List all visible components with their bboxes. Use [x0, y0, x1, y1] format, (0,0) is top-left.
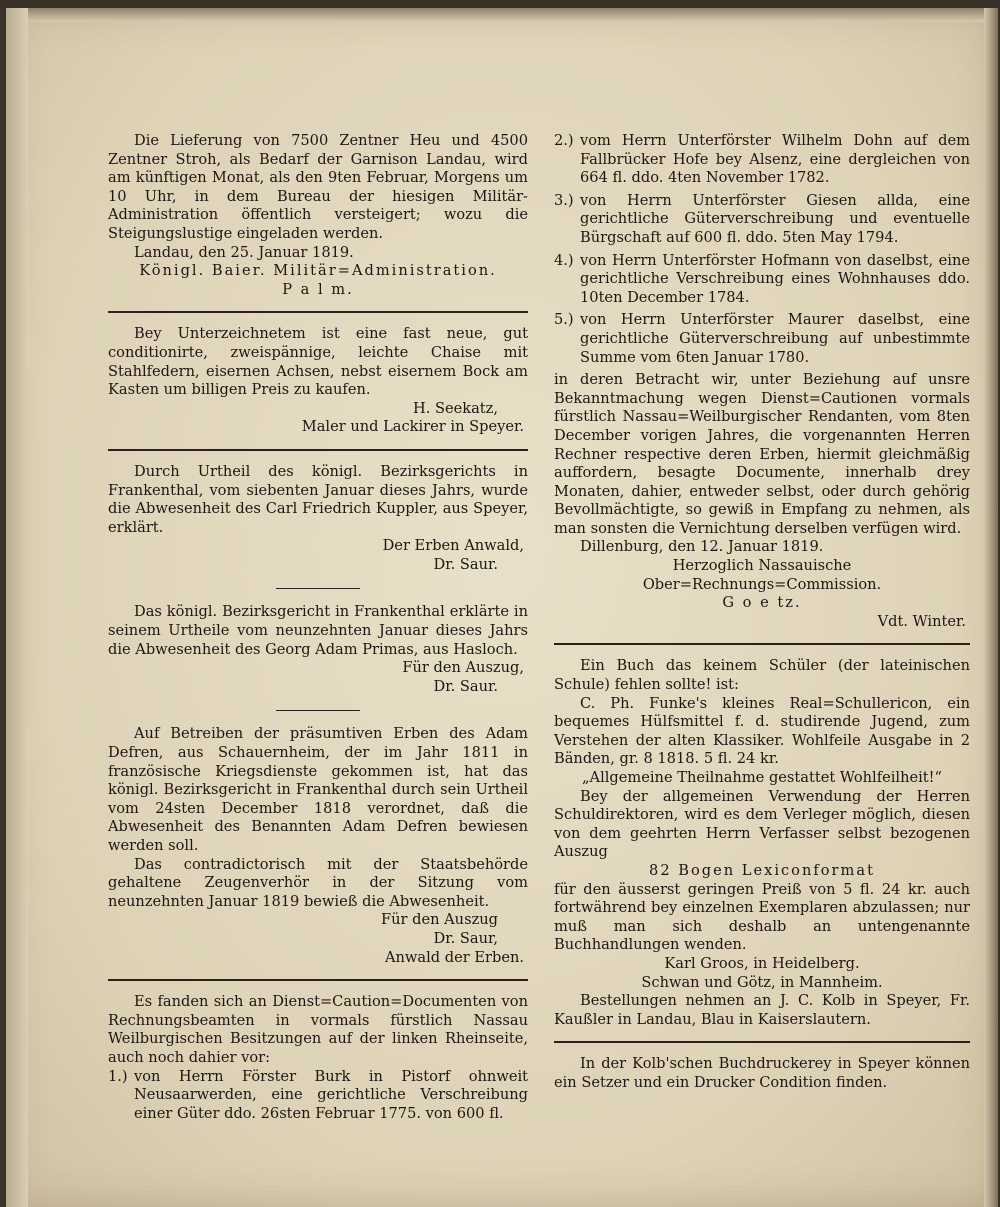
notice-signer-role: Anwald der Erben. [384, 948, 524, 966]
advert-text: Bey der allgemeinen Verwendung der Herren Schuldirektoren, wird es dem Verleger möglich, diesen von dem geehrten Herrn Verfasser selbst bezogenen Auszug [554, 787, 970, 861]
notice-text: Die Lieferung von 7500 Zentner Heu und 4500 Zentner Stroh, als Bedarf der Garnison Landau, wird am künftigen Monat, als den 9ten Februar, Morgens um 10 Uhr, in dem Bureau der hiesigen Militär-Administration öffentlich versteigert; wozu die Steigungslustige eingeladen werden. [108, 132, 528, 242]
notice-kuppler-absence [108, 463, 528, 575]
list-item-number: 4.) [554, 251, 574, 269]
left-column [108, 132, 528, 1127]
notice-text: Durch Urtheil des königl. Bezirksgerichts in Frankenthal, vom siebenten Januar dieses Jahrs, wurde die Abwesenheit des Carl Friedrich Kuppler, aus Speyer, erklärt. [108, 462, 528, 536]
notice-hay-auction [108, 132, 528, 299]
notice-job-offer: In der Kolb'schen Buchdruckerey in Speyer können ein Setzer und ein Drucker Condition finden. [554, 1055, 970, 1091]
advert-orders: Bestellungen nehmen an J. C. Kolb in Speyer, Fr. Kaußler in Landau, Blau in Kaiserslautern. [554, 992, 970, 1028]
notice-date: Landau, den 25. Januar 1819. [134, 243, 354, 261]
notice-signer: Der Erben Anwald, [382, 537, 524, 555]
list-item-number: 3.) [554, 191, 574, 209]
page-top-edge [6, 8, 998, 22]
advert-format: 82 Bogen Lexiconformat [649, 861, 875, 879]
advert-text-continued: für den äusserst geringen Preiß von 5 fl. 24 kr. auch fortwährend bey einzelnen Exemplaren abzulassen; nur muß man sich deshalb an untengenannte Buchhandlungen wenden. [554, 880, 970, 954]
right-column [554, 132, 970, 1093]
list-item [554, 311, 970, 367]
notice-intro: Es fanden sich an Dienst=Caution=Documenten von Rechnungsbeamten in vormals fürstlich Nassau Weilburgischen Besitzungen auf der linken Rheinseite, auch noch dahier vor: [108, 993, 528, 1066]
list-item-number: 2.) [554, 132, 574, 149]
notice-text: Auf Betreiben der präsumtiven Erben des Adam Defren, aus Schauernheim, der im Jahr 1811 in französische Kriegsdienste gekommen ist, hat das königl. Bezirksgericht in Frankenthal durch sein Urtheil vom 24sten December 1818 verordnet, daß die Abwesenheit des Benannten Adam Defren bewiesen werden soll. [108, 725, 528, 854]
notice-signer: H. Seekatz, [412, 399, 498, 417]
notice-text: Das königl. Bezirksgericht in Frankenthal erklärte in seinem Urtheile vom neunzehnten Januar dieses Jahrs die Abwesenheit des Georg Adam Primas, aus Hasloch. [108, 603, 528, 658]
notice-closing: in deren Betracht wir, unter Beziehung auf unsre Bekanntmachung wegen Dienst=Cautionen vormals fürstlich Nassau=Weilburgischer Rendanten, vom 8ten December vorigen Jahres, die vorgenannten Herren Rechner respective deren Erben, hiermit gleichmäßig auffordern, besagte Documente, innerhalb drey Monaten, dahier, entweder selbst, oder durch gehörig Bevollmächtigte, so gewiß in Empfang zu nehmen, als man sonsten die Vernichtung derselben verfügen wird. [554, 371, 970, 537]
list-item [554, 132, 970, 188]
notice-countersign: Vdt. Winter. [877, 612, 966, 630]
notice-authority: Königl. Baier. Militär=Administration. [139, 262, 497, 280]
list-item [554, 252, 970, 308]
list-item-number: 5.) [554, 311, 574, 329]
notice-signer-name: Dr. Saur. [433, 677, 498, 695]
list-item-text: von Herrn Unterförster Hofmann von daselbst, eine gerichtliche Verschreibung eines Wohnhauses ddo. 10ten December 1784. [580, 251, 970, 306]
newspaper-page [6, 8, 998, 1207]
notice-signer-name: Dr. Saur, [433, 929, 498, 947]
advert-heading: Ein Buch das keinem Schüler (der lateinischen Schule) fehlen sollte! ist: [554, 657, 970, 694]
notice-signature: P a l m. [282, 280, 354, 298]
short-divider [276, 588, 360, 589]
section-divider [108, 449, 528, 451]
section-divider [108, 979, 528, 981]
notice-book-advert [554, 657, 970, 1029]
list-item-text: von Herrn Unterförster Maurer daselbst, eine gerichtliche Güterverschreibung auf unbestimmte Summe vom 6ten Januar 1780. [580, 311, 970, 366]
advert-seller: Karl Groos, in Heidelberg. [664, 954, 860, 972]
notice-signer-name: Dr. Saur. [433, 555, 498, 573]
notice-signature: G o e tz. [722, 594, 802, 612]
notice-signer-role: Maler und Lackirer in Speyer. [301, 418, 524, 436]
book-title-text: C. Ph. Funke's kleines Real=Schullericon, ein bequemes Hülfsmittel f. d. studirende Jugend, zum Verstehen der alten Klassiker. Wohlfeile Ausgabe in 2 Bänden, gr. 8 1818. [554, 694, 970, 768]
notice-caution-documents [108, 993, 528, 1123]
page-binding-edge [6, 8, 28, 1207]
page-right-edge [984, 8, 998, 1207]
advert-book-title [554, 695, 970, 769]
advert-seller: Schwan und Götz, in Mannheim. [641, 973, 883, 991]
notice-defren-absence [108, 725, 528, 967]
notice-date: Dillenburg, den 12. Januar 1819. [580, 538, 824, 556]
list-item [554, 192, 970, 248]
list-item [108, 1068, 528, 1124]
notice-signer: Für den Auszug [380, 911, 498, 929]
notice-signer: Für den Auszug, [402, 659, 524, 677]
advert-motto: „Allgemeine Theilnahme gestattet Wohlfeilheit!“ [582, 769, 942, 786]
notice-primas-absence [108, 603, 528, 696]
list-item-text: von Herrn Förster Burk in Pistorf ohnweit Neusaarwerden, eine gerichtliche Verschreibung einer Güter ddo. 26sten Februar 1775. von 600 fl. [134, 1067, 528, 1122]
book-price: 5 fl. 24 kr. [703, 750, 779, 768]
section-divider [554, 1041, 970, 1043]
notice-chaise-sale [108, 325, 528, 437]
section-divider [554, 643, 970, 645]
list-item-number: 1.) [108, 1067, 128, 1085]
notice-authority: Herzoglich Nassauische Ober=Rechnungs=Commission. [642, 557, 882, 593]
short-divider [276, 710, 360, 711]
notice-text: Bey Unterzeichnetem ist eine fast neue, gut conditionirte, zweispännige, leichte Chaise mit Stahlfedern, eisernen Achsen, nebst eisernem Bock am Kasten um billigen Preis zu kaufen. [108, 325, 528, 399]
section-divider [108, 311, 528, 313]
list-item-text: vom Herrn Unterförster Wilhelm Dohn auf dem Fallbrücker Hofe bey Alsenz, eine dergleichen von 664 fl. ddo. 4ten November 1782. [580, 132, 970, 187]
list-item-text: von Herrn Unterförster Giesen allda, eine gerichtliche Güterverschreibung und eventuelle Bürgschaft auf 600 fl. ddo. 5ten May 1794. [580, 191, 970, 246]
notice-text-continued: Das contradictorisch mit der Staatsbehörde gehaltene Zeugenverhör in der Sitzung vom neunzehnten Januar 1819 bewieß die Abwesenheit. [108, 855, 528, 910]
